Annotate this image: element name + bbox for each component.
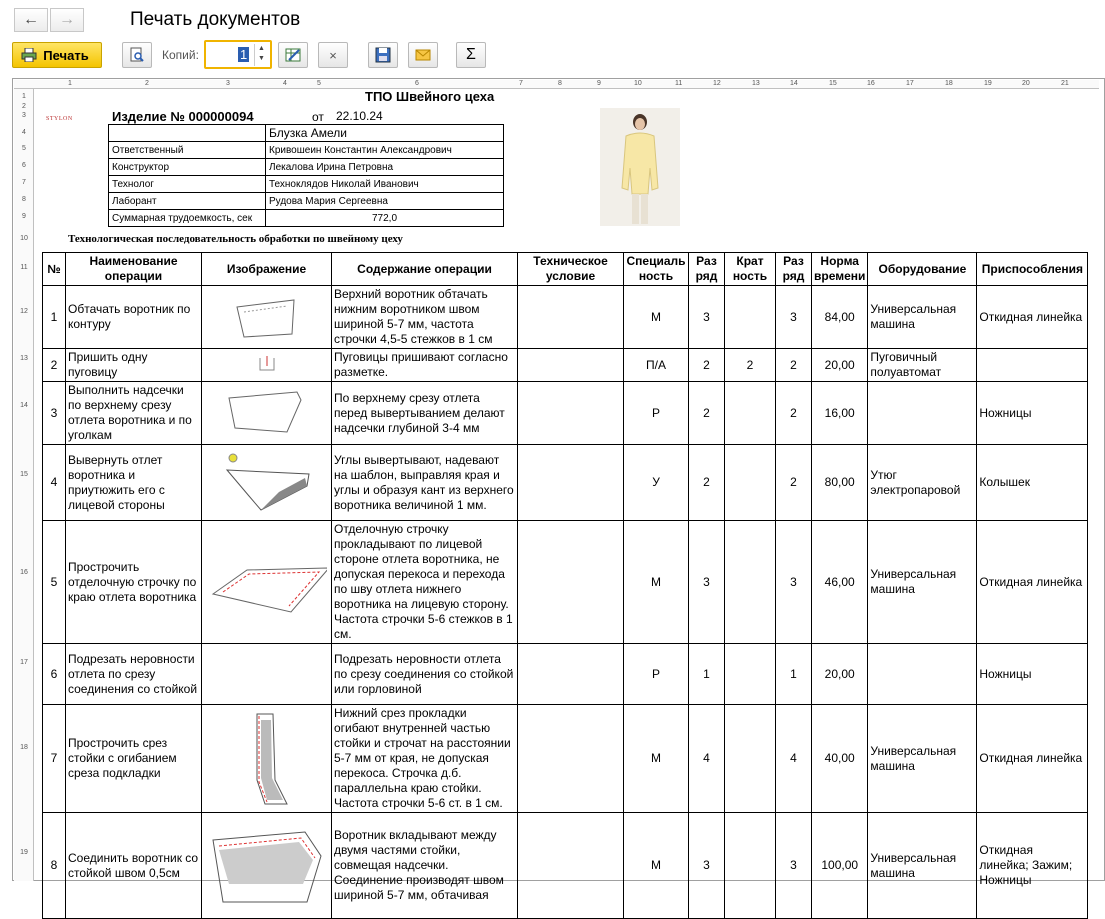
info-value: 772,0 <box>266 210 504 227</box>
ruler-row: 16 <box>20 569 28 576</box>
copies-value: 1 <box>240 47 248 62</box>
cell-equipment: Универсальная машина <box>868 521 977 644</box>
info-label: Суммарная трудоемкость, сек <box>109 210 266 227</box>
ruler-row: 7 <box>22 179 26 186</box>
ruler-col: 10 <box>634 80 642 87</box>
table-row[interactable] <box>43 521 1088 644</box>
cell-content: Верхний воротник обтачать нижним воротником швом шириной 5-7 мм, частота строчки 4,5-5 стежков в 1 см <box>332 286 518 349</box>
cell-norm: 80,00 <box>812 445 868 521</box>
header-name: Наименование операции <box>66 253 202 286</box>
cell-tools: Ножницы <box>977 382 1088 445</box>
cell-name: Соединить воротник со стойкой швом 0,5см <box>66 813 202 919</box>
ruler-row: 3 <box>22 112 26 119</box>
ruler-col: 18 <box>945 80 953 87</box>
save-button[interactable] <box>368 42 398 68</box>
cell-mult <box>725 286 776 349</box>
cell-num: 7 <box>43 705 66 813</box>
ruler-row: 13 <box>20 355 28 362</box>
cell-tech <box>518 445 624 521</box>
cell-rank: 2 <box>689 349 725 382</box>
cell-content: Нижний срез прокладки огибают внутренней частью стойки и строчат на расстоянии 5-7 мм от края, не допуская перекоса. Строчка д.б. параллельна краю стойки. Частота строчки 5-6 ст. в 1 см. <box>332 705 518 813</box>
cell-spec: У <box>624 445 689 521</box>
printer-icon <box>21 48 37 62</box>
cell-image <box>202 644 332 705</box>
cell-rank2: 3 <box>776 813 812 919</box>
ruler-row: 17 <box>20 659 28 666</box>
ruler-row: 12 <box>20 308 28 315</box>
cell-num: 3 <box>43 382 66 445</box>
close-button[interactable] <box>318 42 348 68</box>
ruler-col: 7 <box>519 80 523 87</box>
info-value: Кривошеин Константин Александрович <box>266 142 504 159</box>
column-ruler <box>14 80 1099 89</box>
edit-button[interactable] <box>278 42 308 68</box>
cell-image <box>202 705 332 813</box>
header-image: Изображение <box>202 253 332 286</box>
cell-tools <box>977 349 1088 382</box>
cell-rank: 3 <box>689 286 725 349</box>
table-row[interactable] <box>43 349 1088 382</box>
cell-spec: М <box>624 521 689 644</box>
cell-image <box>202 813 332 919</box>
ruler-row: 2 <box>22 103 26 110</box>
ruler-row: 15 <box>20 471 28 478</box>
info-label: Технолог <box>109 176 266 193</box>
cell-norm: 16,00 <box>812 382 868 445</box>
cell-content: Отделочную строчку прокладывают по лицевой стороне отлета воротника, не допуская перекоса и перехода по шву отлета нижнего воротника на лицевую сторону. Частота строчки 5-6 стежков в 1 см. <box>332 521 518 644</box>
table-row[interactable] <box>43 286 1088 349</box>
cell-norm: 20,00 <box>812 349 868 382</box>
collar-join-sketch-icon <box>209 826 324 906</box>
cell-tech <box>518 705 624 813</box>
table-row[interactable] <box>43 705 1088 813</box>
info-label: Конструктор <box>109 159 266 176</box>
ruler-col: 6 <box>415 80 419 87</box>
table-row[interactable] <box>43 382 1088 445</box>
notch-sketch-icon <box>227 388 307 438</box>
cell-tools: Ножницы <box>977 644 1088 705</box>
cell-rank: 3 <box>689 521 725 644</box>
ruler-col: 2 <box>145 80 149 87</box>
press-sketch-icon <box>219 452 314 514</box>
ruler-row: 14 <box>20 402 28 409</box>
ruler-col: 1 <box>68 80 72 87</box>
cell-rank2: 2 <box>776 445 812 521</box>
cell-mult <box>725 521 776 644</box>
info-value: Рудова Мария Сергеевна <box>266 193 504 210</box>
cell-num: 2 <box>43 349 66 382</box>
ruler-row: 9 <box>22 213 26 220</box>
doc-title: ТПО Швейного цеха <box>365 89 495 104</box>
cell-mult: 2 <box>725 349 776 382</box>
ruler-col: 12 <box>713 80 721 87</box>
ruler-col: 13 <box>752 80 760 87</box>
cell-tech <box>518 644 624 705</box>
cell-tech <box>518 382 624 445</box>
envelope-icon <box>415 48 431 62</box>
operations-table <box>42 252 1088 919</box>
ruler-col: 19 <box>984 80 992 87</box>
cell-name: Прострочить отделочную строчку по краю отлета воротника <box>66 521 202 644</box>
cell-rank: 2 <box>689 445 725 521</box>
cell-tech <box>518 521 624 644</box>
header-rank: Раз ряд <box>689 253 725 286</box>
cell-norm: 40,00 <box>812 705 868 813</box>
cell-tools: Колышек <box>977 445 1088 521</box>
back-button[interactable] <box>14 8 48 32</box>
product-photo <box>600 108 680 226</box>
cell-content: Воротник вкладывают между двумя частями стойки, совмещая надсечки. Соединение производят швом шириной 5-7 мм, обтачивая <box>332 813 518 919</box>
cell-equipment <box>868 382 977 445</box>
header-tools: Приспособления <box>977 253 1088 286</box>
ruler-row: 11 <box>20 264 28 271</box>
ruler-col: 20 <box>1022 80 1030 87</box>
cell-equipment: Универсальная машина <box>868 286 977 349</box>
table-row[interactable] <box>43 644 1088 705</box>
cell-content: Углы вывертывают, надевают на шаблон, выправляя края и углы и образуя кант из верхнего воротника величиной 1 мм. <box>332 445 518 521</box>
sigma-icon: Σ <box>466 46 476 63</box>
info-label: Лаборант <box>109 193 266 210</box>
cell-image <box>202 445 332 521</box>
cell-mult <box>725 813 776 919</box>
ruler-row: 18 <box>20 744 28 751</box>
ruler-row: 6 <box>22 162 26 169</box>
info-row <box>109 176 504 193</box>
ruler-row: 10 <box>20 235 28 242</box>
cell-mult <box>725 382 776 445</box>
cell-rank2: 3 <box>776 521 812 644</box>
cell-image <box>202 382 332 445</box>
ruler-col: 17 <box>906 80 914 87</box>
info-label: Ответственный <box>109 142 266 159</box>
cell-num: 1 <box>43 286 66 349</box>
cell-content: Подрезать неровности отлета по срезу соединения со стойкой или горловиной <box>332 644 518 705</box>
info-row <box>109 142 504 159</box>
product-label: Изделие № 000000094 <box>112 109 254 124</box>
doc-date: 22.10.24 <box>336 109 383 123</box>
brand-logo: STYLON <box>46 116 73 122</box>
topstitch-sketch-icon <box>207 542 327 622</box>
cell-tech <box>518 286 624 349</box>
cell-num: 6 <box>43 644 66 705</box>
print-label: Печать <box>43 47 89 63</box>
arrow-right-icon: → <box>59 11 75 28</box>
sum-button[interactable] <box>456 42 486 68</box>
arrow-left-icon: ← <box>23 11 39 28</box>
header-num: № <box>43 253 66 286</box>
info-row <box>109 210 504 227</box>
copies-input[interactable] <box>204 40 272 69</box>
cell-spec: Р <box>624 382 689 445</box>
cell-equipment <box>868 644 977 705</box>
ruler-row: 19 <box>20 849 28 856</box>
info-empty-cell <box>109 125 266 142</box>
cell-num: 8 <box>43 813 66 919</box>
copies-label: Копий: <box>162 48 199 62</box>
cell-name: Обтачать воротник по контуру <box>66 286 202 349</box>
header-content: Содержание операции <box>332 253 518 286</box>
cell-spec: М <box>624 286 689 349</box>
window-title: Печать документов <box>130 9 301 30</box>
table-row[interactable] <box>43 445 1088 521</box>
cell-norm: 20,00 <box>812 644 868 705</box>
model-name: Блузка Амели <box>266 125 504 142</box>
cell-name: Прострочить срез стойки с огибанием среза подкладки <box>66 705 202 813</box>
preview-button[interactable] <box>122 42 152 68</box>
cell-rank2: 2 <box>776 382 812 445</box>
cell-spec: Р <box>624 644 689 705</box>
cell-norm: 100,00 <box>812 813 868 919</box>
info-row <box>109 159 504 176</box>
cell-equipment: Утюг электропаровой <box>868 445 977 521</box>
cell-rank: 4 <box>689 705 725 813</box>
cell-equipment: Пуговичный полуавтомат <box>868 349 977 382</box>
cell-norm: 84,00 <box>812 286 868 349</box>
header-tech: Техническое условие <box>518 253 624 286</box>
table-edit-icon <box>285 47 301 63</box>
header-rank2: Раз ряд <box>776 253 812 286</box>
copies-spinner[interactable]: ▲ ▼ <box>254 44 268 66</box>
product-info-table <box>108 124 504 227</box>
ruler-col: 11 <box>675 80 683 87</box>
ruler-row: 4 <box>22 129 26 136</box>
ruler-col: 9 <box>597 80 601 87</box>
cell-name: Выполнить надсечки по верхнему срезу отлета воротника и по уголкам <box>66 382 202 445</box>
print-button[interactable] <box>12 42 102 68</box>
cell-name: Подрезать неровности отлета по срезу соединения со стойкой <box>66 644 202 705</box>
ruler-col: 16 <box>867 80 875 87</box>
cell-mult <box>725 644 776 705</box>
cell-name: Вывернуть отлет воротника и приутюжить его с лицевой стороны <box>66 445 202 521</box>
email-button[interactable] <box>408 42 438 68</box>
cell-tools: Откидная линейка <box>977 521 1088 644</box>
cell-spec: М <box>624 813 689 919</box>
cell-rank2: 1 <box>776 644 812 705</box>
header-mult: Крат ность <box>725 253 776 286</box>
cell-content: По верхнему срезу отлета перед вывертыванием делают надсечки глубиной 3-4 мм <box>332 382 518 445</box>
cell-spec: П/А <box>624 349 689 382</box>
cell-rank2: 4 <box>776 705 812 813</box>
stand-collar-sketch-icon <box>237 710 297 808</box>
collar-sketch-icon <box>232 292 302 342</box>
ruler-col: 5 <box>317 80 321 87</box>
cell-image <box>202 349 332 382</box>
save-icon <box>375 47 391 63</box>
ruler-col: 15 <box>829 80 837 87</box>
cell-name: Пришить одну пуговицу <box>66 349 202 382</box>
header-spec: Специаль ность <box>624 253 689 286</box>
cell-rank: 2 <box>689 382 725 445</box>
table-header-row <box>43 253 1088 286</box>
preview-icon <box>129 47 145 63</box>
cell-rank: 1 <box>689 644 725 705</box>
cell-tools: Откидная линейка <box>977 286 1088 349</box>
cell-equipment: Универсальная машина <box>868 813 977 919</box>
ruler-col: 21 <box>1061 80 1069 87</box>
cell-rank2: 3 <box>776 286 812 349</box>
cell-num: 5 <box>43 521 66 644</box>
ruler-col: 3 <box>226 80 230 87</box>
cell-spec: М <box>624 705 689 813</box>
header-equipment: Оборудование <box>868 253 977 286</box>
forward-button[interactable] <box>50 8 84 32</box>
cell-content: Пуговицы пришивают согласно разметке. <box>332 349 518 382</box>
cell-image <box>202 521 332 644</box>
ruler-row: 5 <box>22 145 26 152</box>
cell-tech <box>518 813 624 919</box>
cell-num: 4 <box>43 445 66 521</box>
ruler-col: 14 <box>790 80 798 87</box>
button-sketch-icon <box>252 354 282 376</box>
date-label: от <box>312 110 324 124</box>
cell-equipment: Универсальная машина <box>868 705 977 813</box>
cell-image <box>202 286 332 349</box>
cell-mult <box>725 705 776 813</box>
info-value: Лекалова Ирина Петровна <box>266 159 504 176</box>
cell-tech <box>518 349 624 382</box>
row-ruler <box>14 89 34 881</box>
cell-norm: 46,00 <box>812 521 868 644</box>
ruler-row: 8 <box>22 196 26 203</box>
header-norm: Норма времени <box>812 253 868 286</box>
ruler-col: 4 <box>283 80 287 87</box>
cell-rank2: 2 <box>776 349 812 382</box>
cell-tools: Откидная линейка; Зажим; Ножницы <box>977 813 1088 919</box>
ruler-row: 1 <box>22 93 26 100</box>
info-value: Техноклядов Николай Иванович <box>266 176 504 193</box>
table-row[interactable] <box>43 813 1088 919</box>
cell-rank: 3 <box>689 813 725 919</box>
cell-tools: Откидная линейка <box>977 705 1088 813</box>
ruler-col: 8 <box>558 80 562 87</box>
section-title: Технологическая последовательность обработки по швейному цеху <box>68 233 403 245</box>
info-row <box>109 193 504 210</box>
close-icon: × <box>329 47 337 63</box>
cell-mult <box>725 445 776 521</box>
